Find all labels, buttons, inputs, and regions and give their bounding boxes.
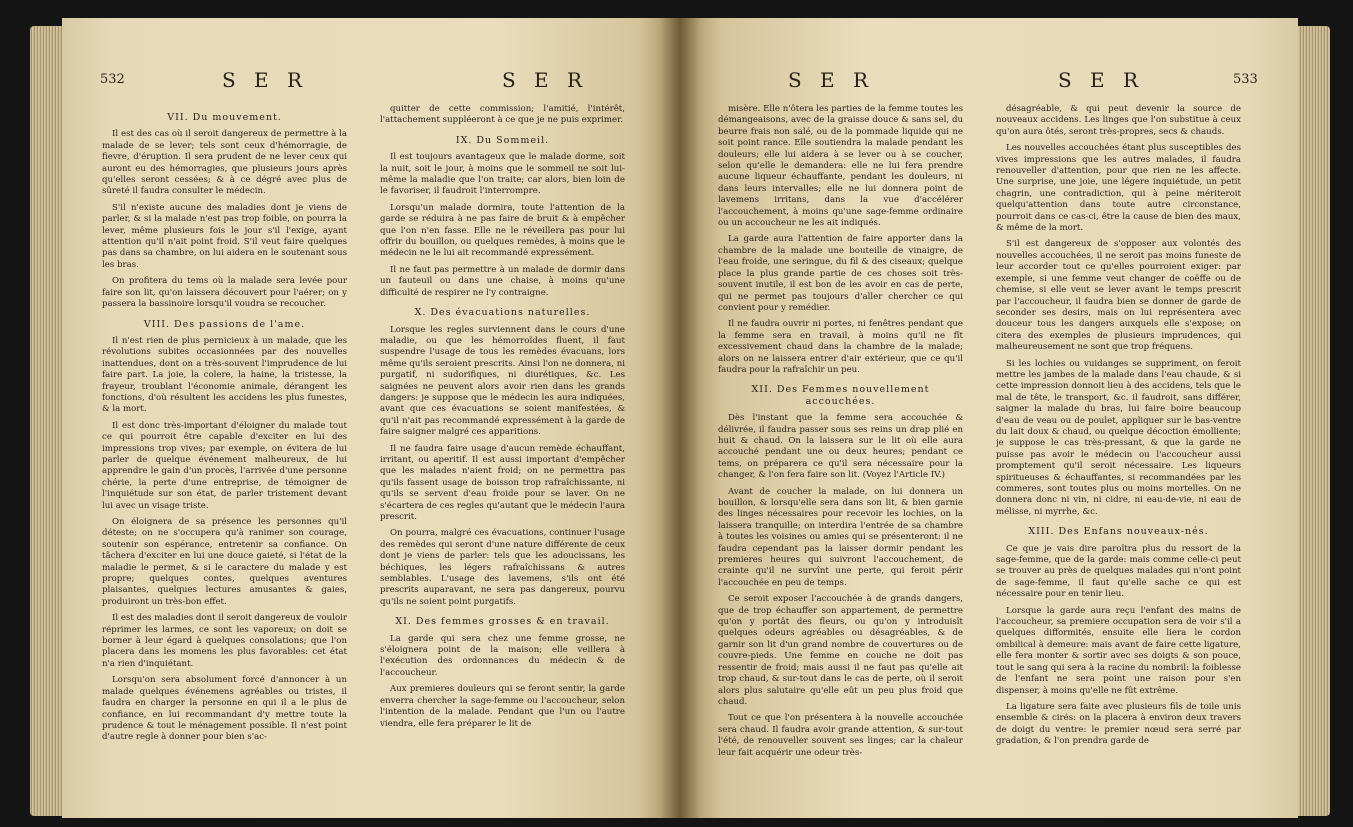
paragraph: Lorsqu'un malade dormira, toute l'attention de la garde se réduira à ne pas faire de bruit & à empêcher que l'on n'en fasse. Elle ne le réveillera pas pour lui offrir du bouillon, ou quelques remèdes, à moins que le médecin ne le lui ait recommandé expressément. bbox=[380, 202, 625, 259]
paragraph: quitter de cette commission; l'amitié, l'intérêt, l'attachement suppléeront à ce que je ne puis exprimer. bbox=[380, 104, 625, 126]
section-heading: VIII. Des passions de l'ame. bbox=[143, 318, 306, 330]
running-head-left-outer: S E R bbox=[222, 68, 309, 92]
paragraph: désagréable, & qui peut devenir la source de nouveaux accidens. Les linges que l'on substitue à ceux qu'on aura ôtés, seront très-propres, secs & chauds. bbox=[996, 104, 1241, 137]
paragraph: Il est donc très-important d'éloigner du malade tout ce qui pourroit être capable d'exciter en lui des impressions trop vives; par exemple, on évitera de lui parler de quelque événement malheureux, de lui apprendre le gain d'un procès, l'arrivée d'une personne chérie, la perte d'une entreprise, de témoigner de l'inquiétude sur son état, de parler tristement devant lui avec un visage triste. bbox=[102, 420, 347, 511]
paragraph: Les nouvelles accouchées étant plus susceptibles des vives impressions que les autres malades, il faudra renouveller d'attention, pour que rien ne les affecte. Une surprise, une joie, une légere inquiétude, un petit chagrin, une contradiction, qui à peine mériteroit quelqu'attention dans toute autre circonstance, pourroit dans ce cas-ci, être la cause de bien des maux, & même de la mort. bbox=[996, 143, 1241, 234]
paragraph: Dès l'instant que la femme sera accouchée & délivrée, il faudra passer sous ses reins un drap plié en huit & chaud. On la laissera sur le lit où elle aura accouché pendant une ou deux heures; pendant ce tems, on préparera ce qu'il sera nécessaire pour la changer, & l'on fera faire son lit. (Voyez l'Article IV.) bbox=[718, 413, 963, 481]
right-page-header bbox=[678, 68, 1298, 98]
page-number-right: 533 bbox=[1233, 72, 1258, 87]
running-head-left-inner: S E R bbox=[502, 68, 589, 92]
paragraph: Il est des cas où il seroit dangereux de permettre à la malade de se lever; tels sont ceux d'hémorragie, de fievre, d'éruption. Il sera prudent de ne lever ceux qui auront eu des hémorragies, que plusieurs jours après qu'elles seront cessées; & à ce dégré avec plus de sûreté il faudra consulter le médecin. bbox=[102, 129, 347, 197]
left-page bbox=[62, 18, 682, 818]
paragraph: Ce seroit exposer l'accouchée à de grands dangers, que de trop échauffer son appartement, de permettre qu'on y portât des fleurs, ou qu'on y introduisît quelques odeurs agréables ou désagréables, & de garnir son lit d'un grand nombre de couvertures ou de couvre-pieds. Une femme en couche ne doit pas ressentir de froid; mais aussi il ne faut pas qu'elle ait trop chaud, & sur-tout dans le cas de perte, où il seroit alors plus salutaire qu'elle eût un peu plus froid que chaud. bbox=[718, 594, 963, 707]
paragraph: La garde aura l'attention de faire apporter dans la chambre de la malade une bouteille de vinaigre, de l'eau froide, une seringue, du fil & des ciseaux; quelque place la plus grande partie de ces choses soit très-souvent inutile, il est bon de les avoir en cas de perte, qui ne permet pas toujours d'aller chercher ce qui convient pour y remédier. bbox=[718, 234, 963, 313]
paragraph: On profitera du tems où la malade sera levée pour faire son lit, qu'on laissera découvert pour l'aérer; on y passera la bassinoire lorsqu'il voudra se recoucher. bbox=[102, 276, 347, 310]
paragraph: Il ne faudra ouvrir ni portes, ni fenêtres pendant que la femme sera en travail, à moins qu'il ne fît excessivement chaud dans la chambre de la malade; alors on ne laissera entrer d'air extérieur, que ce qu'il faudra pour la rafraîchir un peu. bbox=[718, 319, 963, 375]
right-column-1 bbox=[718, 104, 963, 804]
paragraph: Avant de coucher la malade, on lui donnera un bouillon, & lorsqu'elle sera dans son lit, & bien garnie des linges nécessaires pour recevoir les lochies, on la laissera tranquille; on interdira l'entrée de sa chambre à toutes les voisines ou amies qui se présenteront: il ne faudra cependant pas la laisser dormir pendant les premieres heures qui suivront l'accouchement, de crainte qu'il ne survînt une perte, qui feroit périr l'accouchée en peu de temps. bbox=[718, 486, 963, 588]
left-column-1 bbox=[102, 104, 347, 804]
section-heading: XII. Des Femmes nouvellement accouchées. bbox=[751, 384, 930, 407]
paragraph: Il est des maladies dont il seroit dangereux de vouloir réprimer les larmes, ce sont les vaporeux; on doit se borner à leur égard à quelques consolations; que l'on placera dans les momens les plus favorables: cet état n'a rien d'inquiétant. bbox=[102, 613, 347, 669]
paragraph: Il n'est rien de plus pernicieux à un malade, que les révolutions subites occasionnées par des nouvelles inattendues, dont on a très-souvent l'imprudence de lui faire part. La joie, la colere, la haine, la tristesse, la frayeur, troublant l'économie animale, dérangent les fonctions, d'où résultent les accidens les plus funestes, & la mort. bbox=[102, 335, 347, 415]
paragraph: Tout ce que l'on présentera à la nouvelle accouchée sera chaud. Il faudra avoir grande attention, & sur-tout l'été, de renouveller souvent ses linges; car la chaleur leur fait acquérir une odeur très- bbox=[718, 713, 963, 758]
paragraph: misère. Elle n'ôtera les parties de la femme toutes les démangeaisons, avec de la graisse douce & sans sel, du beurre frais non salé, ou de la pommade liquide qui ne soit point rance. Elle soutiendra la malade pendant les douleurs; elle lui aidera à se lever ou à se coucher, selon qu'elle le demandera: elle ne lui fera prendre aucune liqueur échauffante, pendant les douleurs, ni dans leurs intervalles; elle ne lui donnera point de lavemens irritans, dans la vue d'accélérer l'accouchement, à moins qu'une sage-femme ordinaire ou un accoucheur ne les ait indiqués. bbox=[718, 104, 963, 229]
section-heading: X. Des évacuations naturelles. bbox=[414, 307, 591, 319]
paragraph: Si les lochies ou vuidanges se suppriment, on feroit mettre les jambes de la malade dans l'eau chaude, & si cette impression donnoit lieu à des accidens, tels que le mal de tête, le transport, &c. il faudroit, sans différer, saigner la malade du bras, lui faire boire beaucoup d'eau de veau ou de poulet, appliquer sur le bas-ventre du lait doux & chaud, ou quelque décoction émolliente; je suppose le cas très-pressant, & que la garde ne puisse pas avoir le médecin ou l'accoucheur aussi promptement qu'il seroit nécessaire. Les liqueurs spiritueuses & échauffantes, si recommandées par les commeres, sont toutes plus ou moins mortelles. On ne donnera donc ni vin, ni cidre, ni eau-de-vie, ni eau de mélisse, ni myrrhe, &c. bbox=[996, 358, 1241, 517]
paragraph: S'il n'existe aucune des maladies dont je viens de parler, & si la malade n'est pas trop foible, on pourra la lever, même plusieurs fois le jour s'il l'exige, ayant attention qu'il n'ait point froid. S'il veut faire quelques pas dans sa chambre, on lui aidera en le soutenant sous les bras. bbox=[102, 202, 347, 270]
paragraph: La garde qui sera chez une femme grosse, ne s'éloignera point de la maison; elle veillera à l'exécution des ordonnances du médecin & de l'accoucheur. bbox=[380, 633, 625, 678]
right-column-2 bbox=[996, 104, 1241, 804]
section-heading: IX. Du Sommeil. bbox=[455, 134, 550, 146]
open-book bbox=[30, 18, 1330, 818]
section-heading: XIII. Des Enfans nouveaux-nés. bbox=[1028, 526, 1209, 538]
paragraph: La ligature sera faite avec plusieurs fils de toile unis ensemble & cirés: on la placera à environ deux travers de doigt du ventre: le premier nœud sera serré par gradation, & l'on prendra garde de bbox=[996, 701, 1241, 747]
paragraph: Lorsqu'on sera absolument forcé d'annoncer à un malade quelques événemens agréables ou tristes, il faudra en charger la personne en qui il a le plus de confiance, en lui recommandant d'y mettre toute la prudence & tout le ménagement possible. Il n'est point d'autre regle à donner pour bien s'ac- bbox=[102, 675, 347, 743]
paragraph: Lorsque la garde aura reçu l'enfant des mains de l'accoucheur, sa premiere occupation sera de voir s'il a quelques difformités, ensuite elle liera le cordon ombilical à demeure: mais avant de faire cette ligature, elle fera monter & sortir avec ses doigts & son pouce, tout le sang qui sera à la racine du nombril: la foiblesse de l'enfant ne sera point une raison pour s'en dispenser, à moins qu'elle ne fût extrême. bbox=[996, 605, 1241, 696]
section-heading: XI. Des femmes grosses & en travail. bbox=[395, 616, 610, 628]
paragraph: Aux premieres douleurs qui se feront sentir, la garde enverra chercher la sage-femme ou l'accoucheur, selon l'intention de la malade. Pendant que l'un ou l'autre viendra, elle fera préparer le lit de bbox=[380, 684, 625, 729]
paragraph: Il ne faudra faire usage d'aucun remède échauffant, irritant, ou aperitif. Il est aussi important d'empêcher que les malades n'aient froid; on ne permettra pas qu'ils fassent usage de boisson trop rafraîchissante, ni qu'ils se servent d'eau froide pour se laver. On ne s'écartera de ces regles qu'autant que le médecin l'aura prescrit. bbox=[380, 443, 625, 522]
right-page bbox=[678, 18, 1298, 818]
left-page-header bbox=[62, 68, 682, 98]
running-head-right-outer: S E R bbox=[1058, 68, 1145, 92]
paragraph: Lorsque les regles surviennent dans le cours d'une maladie, ou que les hémorroïdes fluent, il faut suspendre l'usage de tous les remèdes évacuans, lors même qu'ils seroient prescrits. Ainsi l'on ne donnera, ni purgatif, ni sudorifiques, ni diurétiques, &c. Les saignées ne peuvent alors avoir rien dans les grands dangers: je suppose que le médecin les aura indiquées, avant que ces évacuations se soient manifestées, & qu'il n'ait pas recommandé expressément à la garde de faire saigner malgré ces apparitions. bbox=[380, 324, 625, 438]
paragraph: S'il est dangereux de s'opposer aux volontés des nouvelles accouchées, il ne seroit pas moins funeste de leur accorder tout ce qu'elles pourroient exiger: par exemple, si une femme veut changer de coëffe ou de chemise, si elle veut se lever avant le temps prescrit par l'accoucheur, il faudra bien se donner de garde de seconder ses desirs, mais on lui représentera avec douceur tous les dangers auxquels elle s'expose; on citera des exemples de plusieurs imprudences, qui malheureusement ne sont que trop fréquens. bbox=[996, 239, 1241, 353]
paragraph: Ce que je vais dire paroîtra plus du ressort de la sage-femme, que de la garde: mais comme celle-ci peut se trouver au près de quelques malades qui n'ont point de sage-femme, il faut qu'elle sache ce qui est nécessaire pour en tenir lieu. bbox=[996, 543, 1241, 600]
paragraph: On pourra, malgré ces évacuations, continuer l'usage des remèdes qui seront d'une nature différente de ceux dont je viens de parler: tels que les adoucissans, les béchiques, les légers rafraîchissans & autres semblables. L'usage des lavemens, s'ils ont été prescrits auparavant, ne sera pas dangereux, pourvu qu'ils ne soient point purgatifs. bbox=[380, 528, 625, 607]
left-column-2 bbox=[380, 104, 625, 804]
page-edges-right bbox=[1296, 26, 1330, 816]
paragraph: On éloignera de sa présence les personnes qu'il déteste; on ne s'occupera qu'à ranimer son courage, soutenir son espérance, entretenir sa confiance. On tâchera d'exciter en lui une douce gaieté, si l'état de la maladie le permet, & si le caractere du malade y est propre; quelques contes, quelques aventures plaisantes, quelques lectures amusantes & gaies, produiront un très-bon effet. bbox=[102, 517, 347, 607]
page-edges-left bbox=[30, 26, 64, 816]
paragraph: Il ne faut pas permettre à un malade de dormir dans un fauteuil ou dans une chaise, à moins qu'une difficulté de respirer ne l'y contraigne. bbox=[380, 264, 625, 298]
paragraph: Il est toujours avantageux que le malade dorme, soit la nuit, soit le jour, à moins que le sommeil ne soit lui-même la maladie que l'on traite; car alors, bien loin de le favoriser, il faudroit l'interrompre. bbox=[380, 152, 625, 197]
running-head-right-inner: S E R bbox=[788, 68, 875, 92]
page-number-left: 532 bbox=[100, 72, 125, 87]
section-heading: VII. Du mouvement. bbox=[167, 112, 282, 123]
